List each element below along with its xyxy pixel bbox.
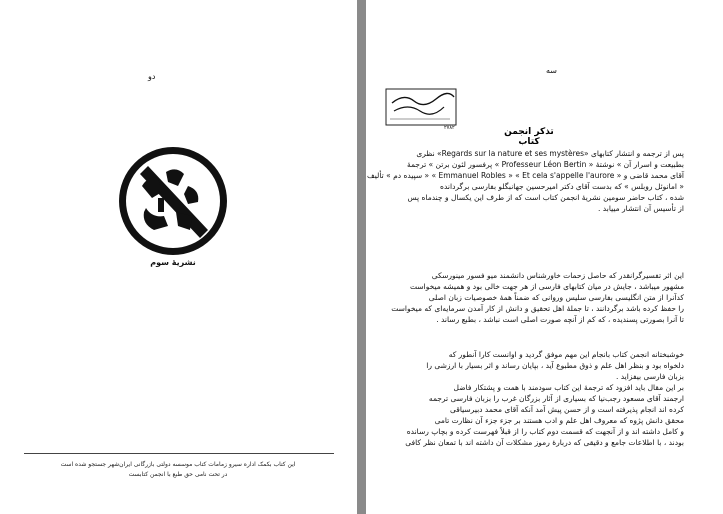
svg-text:۲۷۸۲: ۲۷۸۲ [444, 125, 455, 131]
text-line: ارجمند آقای مسعود رجب‌نیا که بسیاری از آثار بزرگان غرب را بزبان فارسی ترجمه [428, 394, 684, 403]
paragraph [376, 349, 684, 448]
text-line: را حفظ کرده باشد برگردانند ، تا جملهٔ اهل تحقیق و دانش از کار آمدن سرمایه‌ای که میخواست [391, 304, 684, 313]
text-line: « امانوئل روبلس » که بدست آقای دکتر امیرحسین جهانبگلو بفارسی برگردانده [440, 182, 684, 191]
footnote-line: این کتاب بکمک اداره سیرو زمامات کتاب موسسه دولتی بازرگانی ایران‌شهر جستجو شده است [60, 461, 296, 468]
footnote-divider [24, 453, 334, 454]
text-line: بودند ، با اطلاعات جامع و دقیقی که دربارهٔ رموز مشکلات آن داشته اند با تمعان نظر کافی [405, 438, 684, 447]
section-heading: تذکر انجمن کتاب [504, 127, 554, 147]
text-line: و کامل داشته اند و از آنجهت که قسمت دوم کتاب را از قبلاً فهرست کرده و بچاپ رسانده [406, 427, 684, 436]
text-line: بر این مقال باید افزود که ترجمهٔ این کتاب سودمند با همت و پشتکار فاضل [453, 383, 684, 392]
text-line: خوشبختانه انجمن کتاب بانجام این مهم موفق گردید و اوانست کارا آنطور که [448, 350, 684, 359]
logo-caption: نشریهٔ سوم [150, 258, 196, 267]
text-line: کدآنرا از متن انگلیسی بفارسی سلیس وروانی که ضمناً همهٔ خصوصیات زبان اصلی [428, 293, 684, 302]
library-stamp [384, 85, 462, 131]
text-line: کرده اند انجام پذیرفته است و از حسن پیش آمد آنکه آقای محمد دبیرسیاقی [450, 405, 684, 414]
text-line: این اثر تفسیرگرانقدر که حاصل زحمات خاورشناس دانشمند میو فسور مینورسکی [431, 271, 684, 280]
text-line: بزبان فارسی بیفزاید . [615, 372, 684, 381]
footnote-line: در تحت نامی حق طبع با انجمن کتابست [128, 471, 228, 478]
left-page [0, 0, 357, 514]
page-gutter [357, 0, 366, 514]
page-number: سه [546, 66, 557, 75]
paragraph [376, 270, 684, 325]
text-line: پس از ترجمه و انتشار کتابهای «Regards sur la nature et ses mystères» نظری [416, 149, 684, 158]
text-line: محقق دانش پژوه که معروف اهل علم و ادب هستند بر جزء جزء آن نظارت تامی [434, 416, 684, 425]
text-line: دلخواه بود و بنظر اهل علم و ذوق مطبوع آید ، بپایان رساند و اثر بسیار با ارزشی را [426, 361, 684, 370]
text-line: آقای محمد قاضی و « Emmanuel Robles » « Et cela s'appelle l'aurore » « سپیده دم » تألیف [367, 171, 684, 180]
paragraph [367, 148, 684, 214]
footnote [28, 460, 328, 480]
text-line: مشهور میباشد ، جایش در میان کتابهای فارسی از هر جهت خالی بود و همیشه میخواست [410, 282, 684, 291]
text-line: تا آنرا بصورتی پسندیده ، که کم از آنچه صورت اصلی است نباشد ، بطبع رساند . [436, 315, 684, 324]
page-number: دو [148, 72, 156, 81]
text-line: شده ، کتاب حاضر سومین نشریهٔ انجمن کتاب است که از طرف این یکسال و چندماه پس [407, 193, 684, 202]
text-line: بطبیعت و اسرار آن » نوشتهٔ « Professeur Léon Bertin » پرفسور لئون برتن » ترجمهٔ [406, 160, 684, 169]
anjoman-ketab-logo [118, 146, 228, 256]
text-line: از تأسیس آن انتشار مییابد . [598, 204, 684, 213]
